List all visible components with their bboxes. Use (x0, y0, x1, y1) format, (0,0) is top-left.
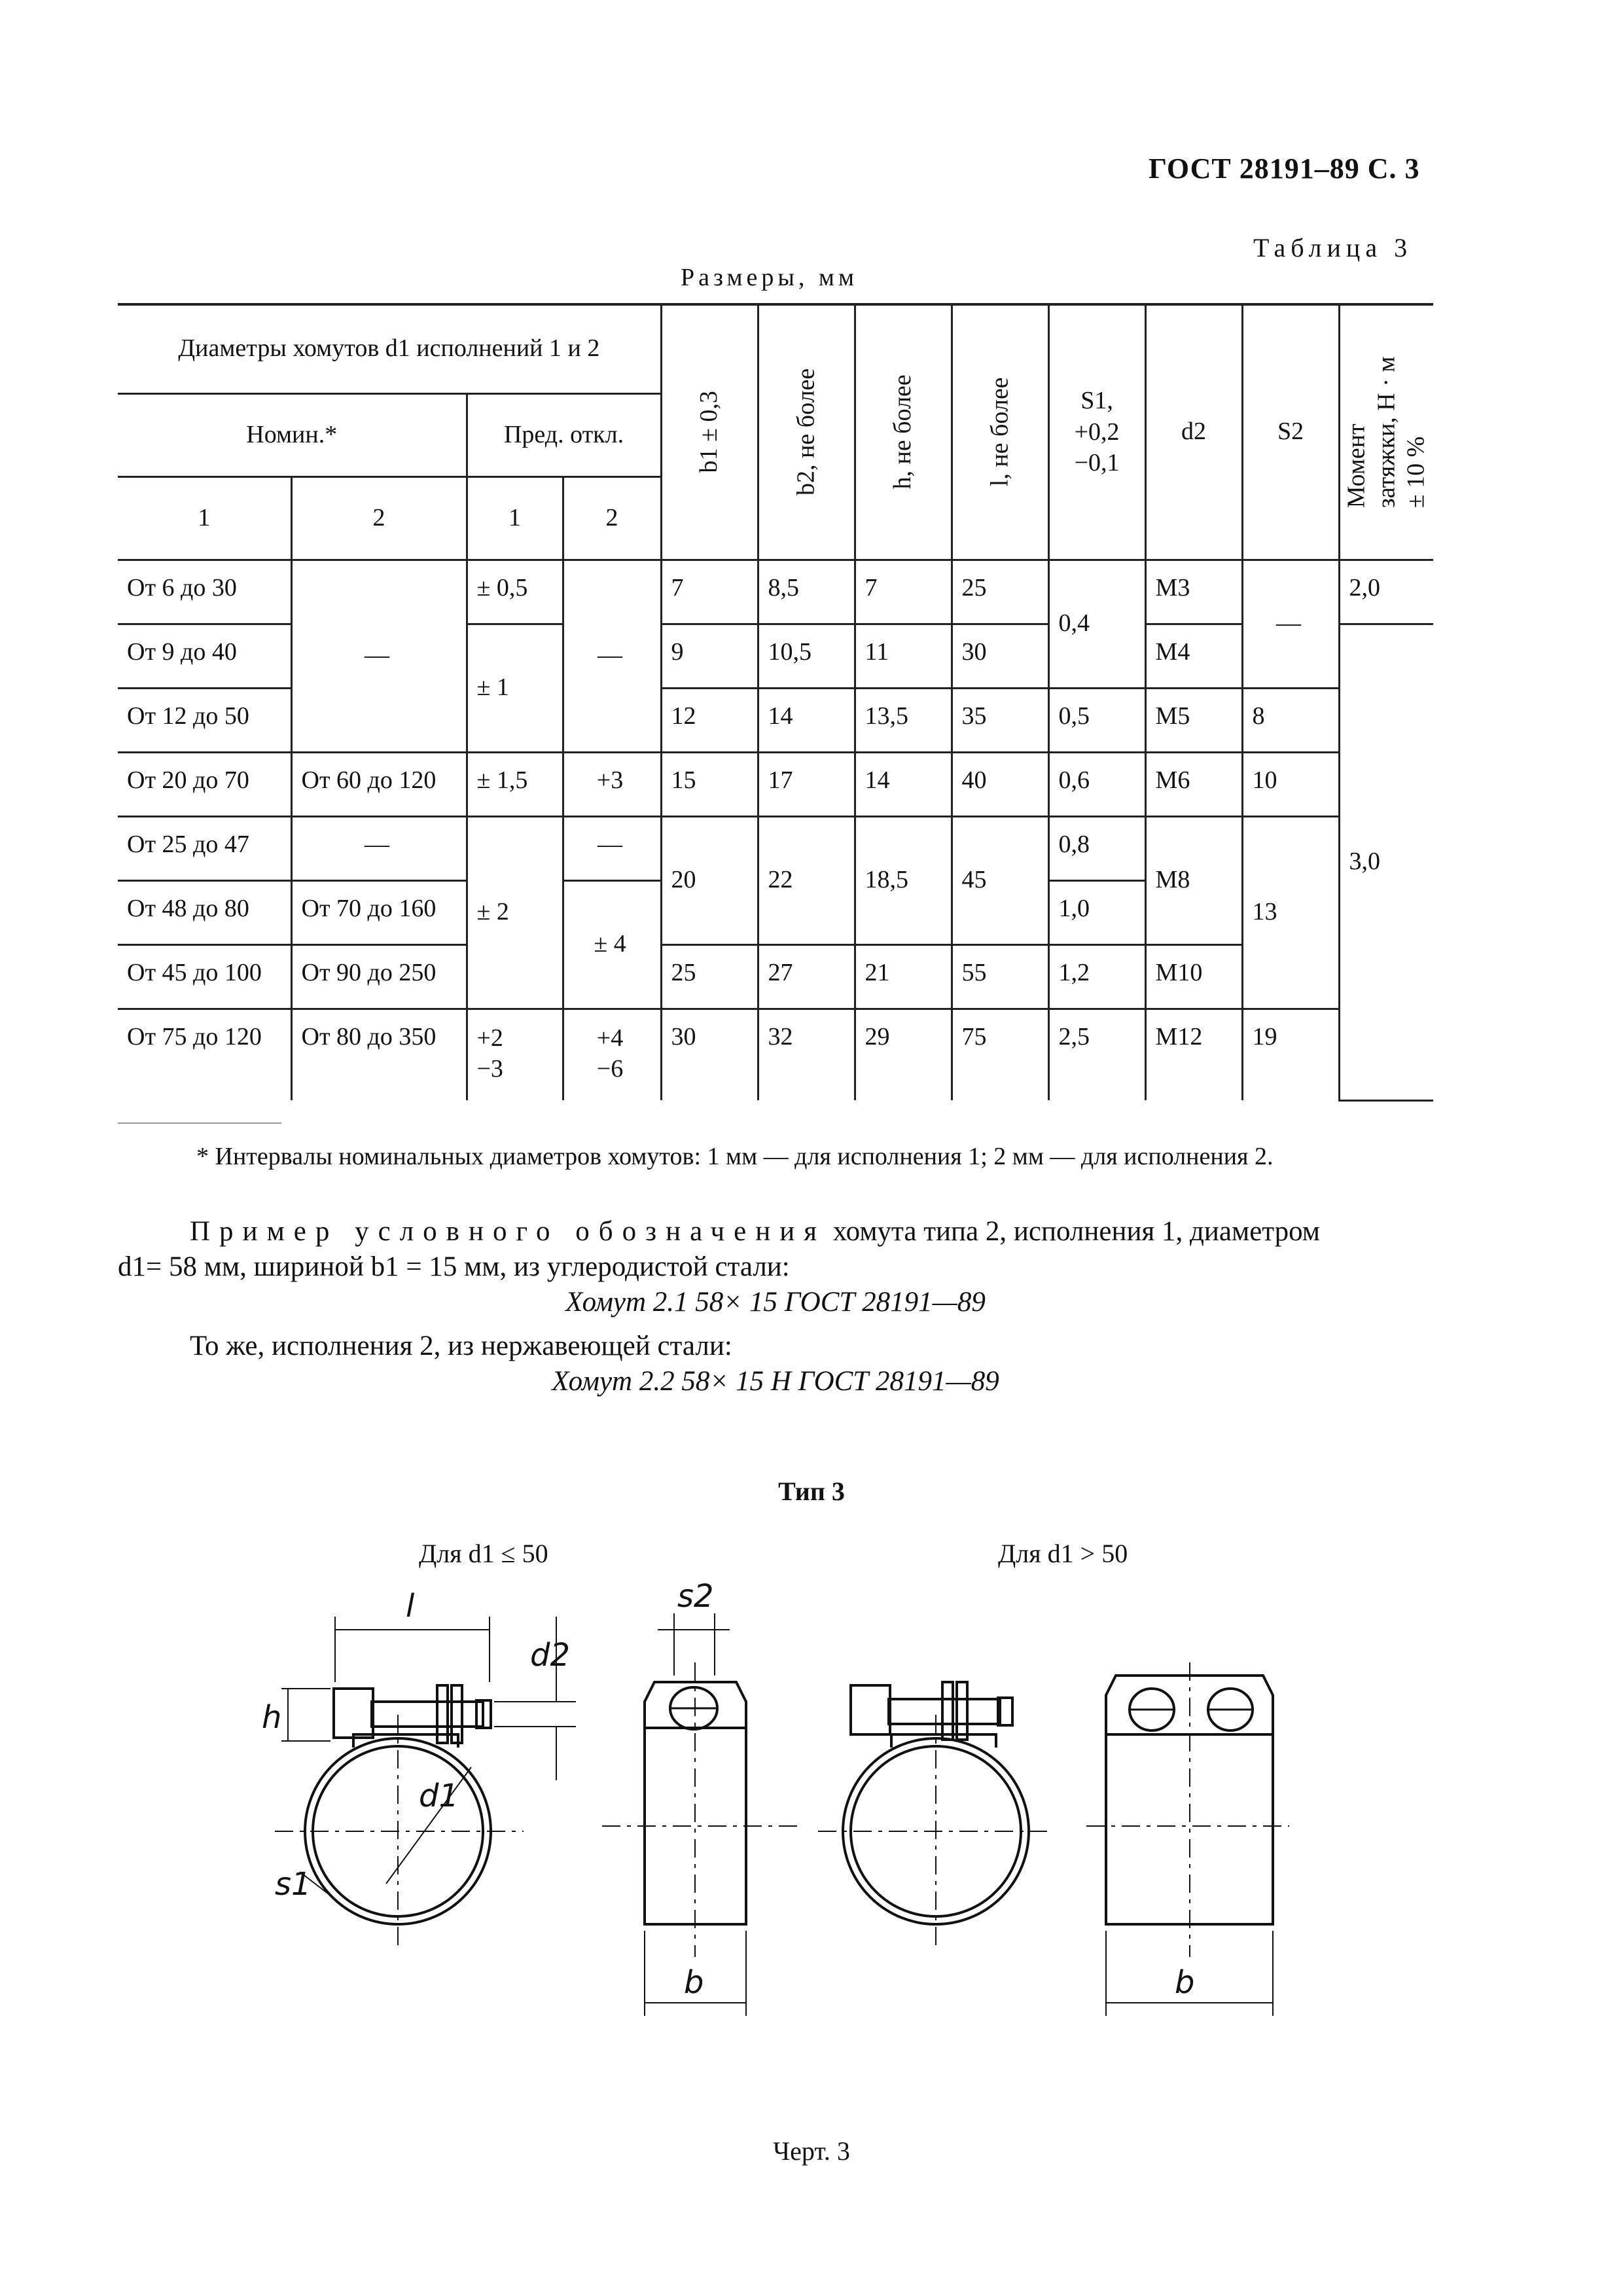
cell: 10 (1242, 752, 1339, 816)
cell: +2 −3 (467, 1009, 563, 1100)
header-d2: d2 (1145, 304, 1242, 560)
cell: — (1242, 560, 1339, 688)
cell: От 9 до 40 (118, 624, 291, 688)
cell: 0,5 (1048, 688, 1145, 752)
cell: 7 (855, 560, 952, 624)
table-caption: Размеры, мм (681, 264, 859, 291)
footnote: * Интервалы номинальных диаметров хомутов: 1 мм — для исполнения 1; 2 мм — для исполнения 2. (196, 1143, 1274, 1170)
clamp-front-view-small (602, 1613, 798, 2016)
caption-small-diameter: Для d1 ≤ 50 (419, 1539, 548, 1568)
header-nominal: Номин.* (118, 393, 467, 476)
label-b-large: b (1175, 1964, 1195, 2001)
cell: 18,5 (855, 816, 952, 944)
header-moment: Момент затяжки, Н · м ± 10 % (1339, 304, 1433, 560)
header-nominal-2: 2 (291, 476, 467, 560)
cell: От 20 до 70 (118, 752, 291, 816)
caption-large-diameter: Для d1 > 50 (998, 1539, 1128, 1568)
cell: 2,0 (1339, 560, 1433, 624)
cell: ± 1,5 (467, 752, 563, 816)
cell: ± 4 (563, 880, 661, 1009)
cell: От 70 до 160 (291, 880, 467, 944)
header-l: l, не более (952, 304, 1048, 560)
cell: 32 (758, 1009, 855, 1100)
cell: 30 (952, 624, 1048, 688)
cell: 14 (855, 752, 952, 816)
cell: 19 (1242, 1009, 1339, 1100)
cell: 2,5 (1048, 1009, 1145, 1100)
designation-1: Хомут 2.1 58× 15 ГОСТ 28191—89 (565, 1286, 986, 1318)
cell: 27 (758, 944, 855, 1009)
cell: 1,2 (1048, 944, 1145, 1009)
page-header: ГОСТ 28191–89 С. 3 (1149, 152, 1420, 185)
cell: 25 (952, 560, 1048, 624)
example-line-4: То же, исполнения 2, из нержавеющей стали: (190, 1331, 732, 1362)
cell: — (291, 560, 467, 752)
header-tolerance-1: 1 (467, 476, 563, 560)
cell: 40 (952, 752, 1048, 816)
cell: 12 (661, 688, 758, 752)
figure-caption: Черт. 3 (773, 2136, 850, 2166)
cell: 35 (952, 688, 1048, 752)
header-tolerance-2: 2 (563, 476, 661, 560)
cell: 7 (661, 560, 758, 624)
cell: 22 (758, 816, 855, 944)
header-h: h, не более (855, 304, 952, 560)
table-number: Таблица 3 (1253, 233, 1413, 262)
label-s1: s1 (275, 1866, 312, 1903)
cell: М10 (1145, 944, 1242, 1009)
cell: 8 (1242, 688, 1339, 752)
cell: ± 2 (467, 816, 563, 1009)
cell: 0,4 (1048, 560, 1145, 688)
cell: 0,8 (1048, 816, 1145, 880)
header-b1: b1 ± 0,3 (661, 304, 758, 560)
label-h: h (262, 1699, 282, 1736)
cell: ± 0,5 (467, 560, 563, 624)
cell: 30 (661, 1009, 758, 1100)
clamp-front-view-large (1086, 1662, 1289, 2016)
cell: От 48 до 80 (118, 880, 291, 944)
cell: — (563, 560, 661, 752)
cell: +4 −6 (563, 1009, 661, 1100)
designation-2: Хомут 2.2 58× 15 Н ГОСТ 28191—89 (552, 1366, 999, 1397)
header-diameter-group: Диаметры хомутов d1 исполнений 1 и 2 (118, 304, 661, 393)
header-tolerance: Пред. откл. (467, 393, 661, 476)
header-nominal-1: 1 (118, 476, 291, 560)
cell: М4 (1145, 624, 1242, 688)
cell: 45 (952, 816, 1048, 944)
cell: От 45 до 100 (118, 944, 291, 1009)
example-lead: Пример условного обозначения (190, 1216, 827, 1247)
cell: От 25 до 47 (118, 816, 291, 880)
cell: М6 (1145, 752, 1242, 816)
cell: От 90 до 250 (291, 944, 467, 1009)
cell: От 75 до 120 (118, 1009, 291, 1100)
clamp-side-view-large (818, 1682, 1047, 1950)
header-b2: b2, не более (758, 304, 855, 560)
cell: 17 (758, 752, 855, 816)
cell: 14 (758, 688, 855, 752)
cell: 13,5 (855, 688, 952, 752)
cell: От 6 до 30 (118, 560, 291, 624)
example-lead-rest: хомута типа 2, исполнения 1, диаметром (826, 1216, 1320, 1247)
cell: 10,5 (758, 624, 855, 688)
type-title: Тип 3 (778, 1477, 845, 1506)
cell: 11 (855, 624, 952, 688)
label-d1: d1 (419, 1778, 459, 1814)
cell: 55 (952, 944, 1048, 1009)
cell: М8 (1145, 816, 1242, 944)
cell: 8,5 (758, 560, 855, 624)
cell: От 12 до 50 (118, 688, 291, 752)
cell: 9 (661, 624, 758, 688)
cell: М3 (1145, 560, 1242, 624)
cell: +3 (563, 752, 661, 816)
cell: От 60 до 120 (291, 752, 467, 816)
label-s2: s2 (677, 1578, 714, 1615)
cell: М5 (1145, 688, 1242, 752)
cell: 20 (661, 816, 758, 944)
label-b-small: b (684, 1964, 704, 2001)
header-s2: S2 (1242, 304, 1339, 560)
cell: 15 (661, 752, 758, 816)
cell: 21 (855, 944, 952, 1009)
example-line-2: d1= 58 мм, шириной b1 = 15 мм, из углеродистой стали: (118, 1251, 790, 1282)
cell: 25 (661, 944, 758, 1009)
cell: 1,0 (1048, 880, 1145, 944)
label-d2: d2 (530, 1637, 571, 1674)
cell: 3,0 (1339, 624, 1433, 1100)
cell: От 80 до 350 (291, 1009, 467, 1100)
cell: М12 (1145, 1009, 1242, 1100)
header-s1: S1, +0,2 −0,1 (1048, 304, 1145, 560)
cell: ± 1 (467, 624, 563, 752)
cell: 13 (1242, 816, 1339, 1009)
label-l: l (406, 1588, 415, 1624)
cell: 0,6 (1048, 752, 1145, 816)
cell: 29 (855, 1009, 952, 1100)
cell: — (563, 816, 661, 880)
cell: 75 (952, 1009, 1048, 1100)
cell: — (291, 816, 467, 880)
